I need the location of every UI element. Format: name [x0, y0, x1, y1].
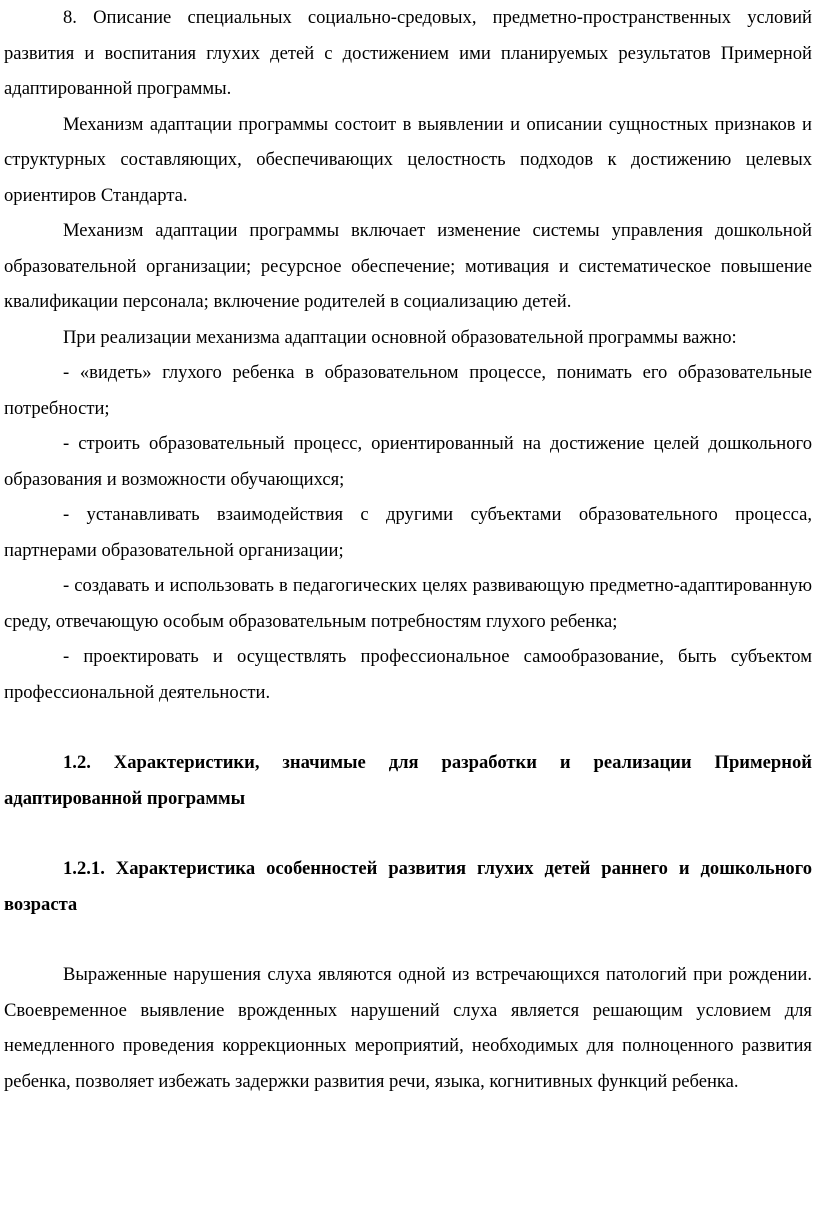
- bullet-item: - проектировать и осуществлять профессиональное самообразование, быть субъектом профессиональной деятельности.: [4, 646, 812, 703]
- intro-item-paragraph: 8. Описание специальных социально-средовых, предметно-пространственных условий развития и воспитания глухих детей с достижением ими планируемых результатов Примерной адаптированной программы.: [4, 7, 812, 99]
- section-heading-1-2-1: 1.2.1. Характеристика особенностей развития глухих детей раннего и дошкольного возраста: [4, 858, 812, 915]
- bullet-item: - «видеть» глухого ребенка в образовательном процессе, понимать его образовательные потребности;: [4, 362, 812, 419]
- important-paragraph: При реализации механизма адаптации основной образовательной программы важно:: [63, 326, 737, 348]
- spacer: [4, 816, 812, 851]
- document-page: [4, 0, 812, 1099]
- mechanism-paragraph-1: Механизм адаптации программы состоит в выявлении и описании сущностных признаков и структурных составляющих, обеспечивающих целостность подходов к достижению целевых ориентиров Стандарта.: [4, 113, 812, 206]
- bullet-item: - устанавливать взаимодействия с другими субъектами образовательного процесса, партнерами образовательной организации;: [4, 504, 812, 561]
- section-heading-1-2: 1.2. Характеристики, значимые для разработки и реализации Примерной адаптированной программы: [4, 752, 812, 809]
- bullet-item: - создавать и использовать в педагогических целях развивающую предметно-адаптированную среду, отвечающую особым образовательным потребностям глухого ребенка;: [4, 575, 812, 632]
- hearing-paragraph: Выраженные нарушения слуха являются одной из встречающихся патологий при рождении. Своевременное выявление врожденных нарушений слуха является решающим условием для немедленного проведения коррекционных мероприятий, необходимых для полноценного развития ребенка, позволяет избежать задержки развития речи, языка, когнитивных функций ребенка.: [4, 964, 812, 1092]
- bullet-item: - строить образовательный процесс, ориентированный на достижение целей дошкольного образования и возможности обучающихся;: [4, 433, 812, 490]
- spacer: [4, 710, 812, 745]
- spacer: [4, 922, 812, 957]
- mechanism-paragraph-2: Механизм адаптации программы включает изменение системы управления дошкольной образовательной организации; ресурсное обеспечение; мотивация и систематическое повышение квалификации персонала; включение родителей в социализацию детей.: [4, 220, 812, 312]
